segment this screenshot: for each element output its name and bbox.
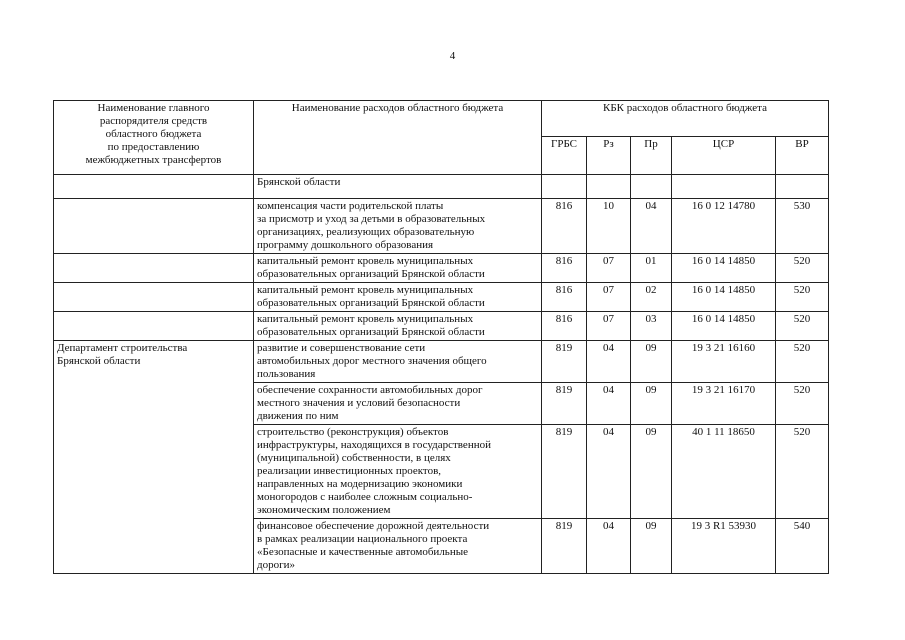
cell-pr: 09: [631, 519, 672, 574]
cell-expense: капитальный ремонт кровель муниципальных образовательных организаций Брянской области: [254, 283, 542, 312]
cell-csr: 16 0 12 14780: [672, 199, 776, 254]
cell-recipient: Департамент строительства Брянской области: [54, 341, 254, 574]
cell-expense: финансовое обеспечение дорожной деятельности в рамках реализации национального проекта «Безопасные и качественные автомобильные дороги»: [254, 519, 542, 574]
table-row: [54, 312, 829, 341]
cell-rz: [587, 175, 631, 199]
cell-rz: 04: [587, 383, 631, 425]
cell-recipient: [54, 175, 254, 199]
cell-expense: строительство (реконструкция) объектов инфраструктуры, находящихся в государственной (муниципальной) собственности, в целях реализации инвестиционных проектов, направленных на модернизацию экономики моногородов с наиболее сложным социально- экономическим положением: [254, 425, 542, 519]
header-csr: ЦСР: [672, 137, 776, 175]
cell-csr: 16 0 14 14850: [672, 254, 776, 283]
cell-rz: 04: [587, 519, 631, 574]
header-expense: Наименование расходов областного бюджета: [254, 101, 542, 175]
cell-vr: 520: [776, 425, 829, 519]
cell-recipient: [54, 199, 254, 254]
cell-csr: 19 3 R1 53930: [672, 519, 776, 574]
cell-grbs: 819: [542, 383, 587, 425]
cell-grbs: 819: [542, 425, 587, 519]
cell-pr: 09: [631, 341, 672, 383]
cell-csr: 19 3 21 16160: [672, 341, 776, 383]
cell-expense: компенсация части родительской платы за присмотр и уход за детьми в образовательных организациях, реализующих образовательную программу дошкольного образования: [254, 199, 542, 254]
cell-grbs: [542, 175, 587, 199]
cell-expense: капитальный ремонт кровель муниципальных образовательных организаций Брянской области: [254, 254, 542, 283]
cell-expense: капитальный ремонт кровель муниципальных образовательных организаций Брянской области: [254, 312, 542, 341]
cell-rz: 07: [587, 254, 631, 283]
cell-expense: Брянской области: [254, 175, 542, 199]
cell-recipient: [54, 312, 254, 341]
cell-expense: обеспечение сохранности автомобильных дорог местного значения и условий безопасности движения по ним: [254, 383, 542, 425]
cell-grbs: 816: [542, 283, 587, 312]
cell-grbs: 819: [542, 341, 587, 383]
cell-pr: 09: [631, 383, 672, 425]
cell-csr: 19 3 21 16170: [672, 383, 776, 425]
cell-pr: 02: [631, 283, 672, 312]
page-number: 4: [449, 50, 456, 62]
cell-grbs: 816: [542, 312, 587, 341]
cell-csr: 40 1 11 18650: [672, 425, 776, 519]
cell-csr: 16 0 14 14850: [672, 283, 776, 312]
header-rz: Рз: [587, 137, 631, 175]
cell-csr: 16 0 14 14850: [672, 312, 776, 341]
cell-pr: 04: [631, 199, 672, 254]
cell-vr: [776, 175, 829, 199]
cell-vr: 530: [776, 199, 829, 254]
cell-grbs: 816: [542, 254, 587, 283]
cell-recipient: [54, 254, 254, 283]
header-recipient: Наименование главного распорядителя средств областного бюджета по предоставлению межбюджетных трансфертов: [54, 101, 254, 175]
table-row: [54, 199, 829, 254]
cell-grbs: 816: [542, 199, 587, 254]
cell-rz: 07: [587, 283, 631, 312]
cell-rz: 07: [587, 312, 631, 341]
cell-pr: 03: [631, 312, 672, 341]
cell-expense: развитие и совершенствование сети автомобильных дорог местного значения общего пользования: [254, 341, 542, 383]
header-pr: Пр: [631, 137, 672, 175]
cell-rz: 04: [587, 425, 631, 519]
cell-rz: 10: [587, 199, 631, 254]
table-row: [54, 283, 829, 312]
header-kbk: КБК расходов областного бюджета: [542, 101, 829, 137]
cell-vr: 540: [776, 519, 829, 574]
cell-vr: 520: [776, 341, 829, 383]
cell-pr: 09: [631, 425, 672, 519]
table-row: [54, 341, 829, 383]
header-grbs: ГРБС: [542, 137, 587, 175]
budget-table: [53, 100, 829, 574]
cell-pr: [631, 175, 672, 199]
cell-vr: 520: [776, 383, 829, 425]
cell-pr: 01: [631, 254, 672, 283]
cell-csr: [672, 175, 776, 199]
cell-vr: 520: [776, 283, 829, 312]
table-row: [54, 254, 829, 283]
cell-rz: 04: [587, 341, 631, 383]
cell-vr: 520: [776, 312, 829, 341]
table-row: [54, 175, 829, 199]
cell-vr: 520: [776, 254, 829, 283]
cell-grbs: 819: [542, 519, 587, 574]
cell-recipient: [54, 283, 254, 312]
header-vr: ВР: [776, 137, 829, 175]
